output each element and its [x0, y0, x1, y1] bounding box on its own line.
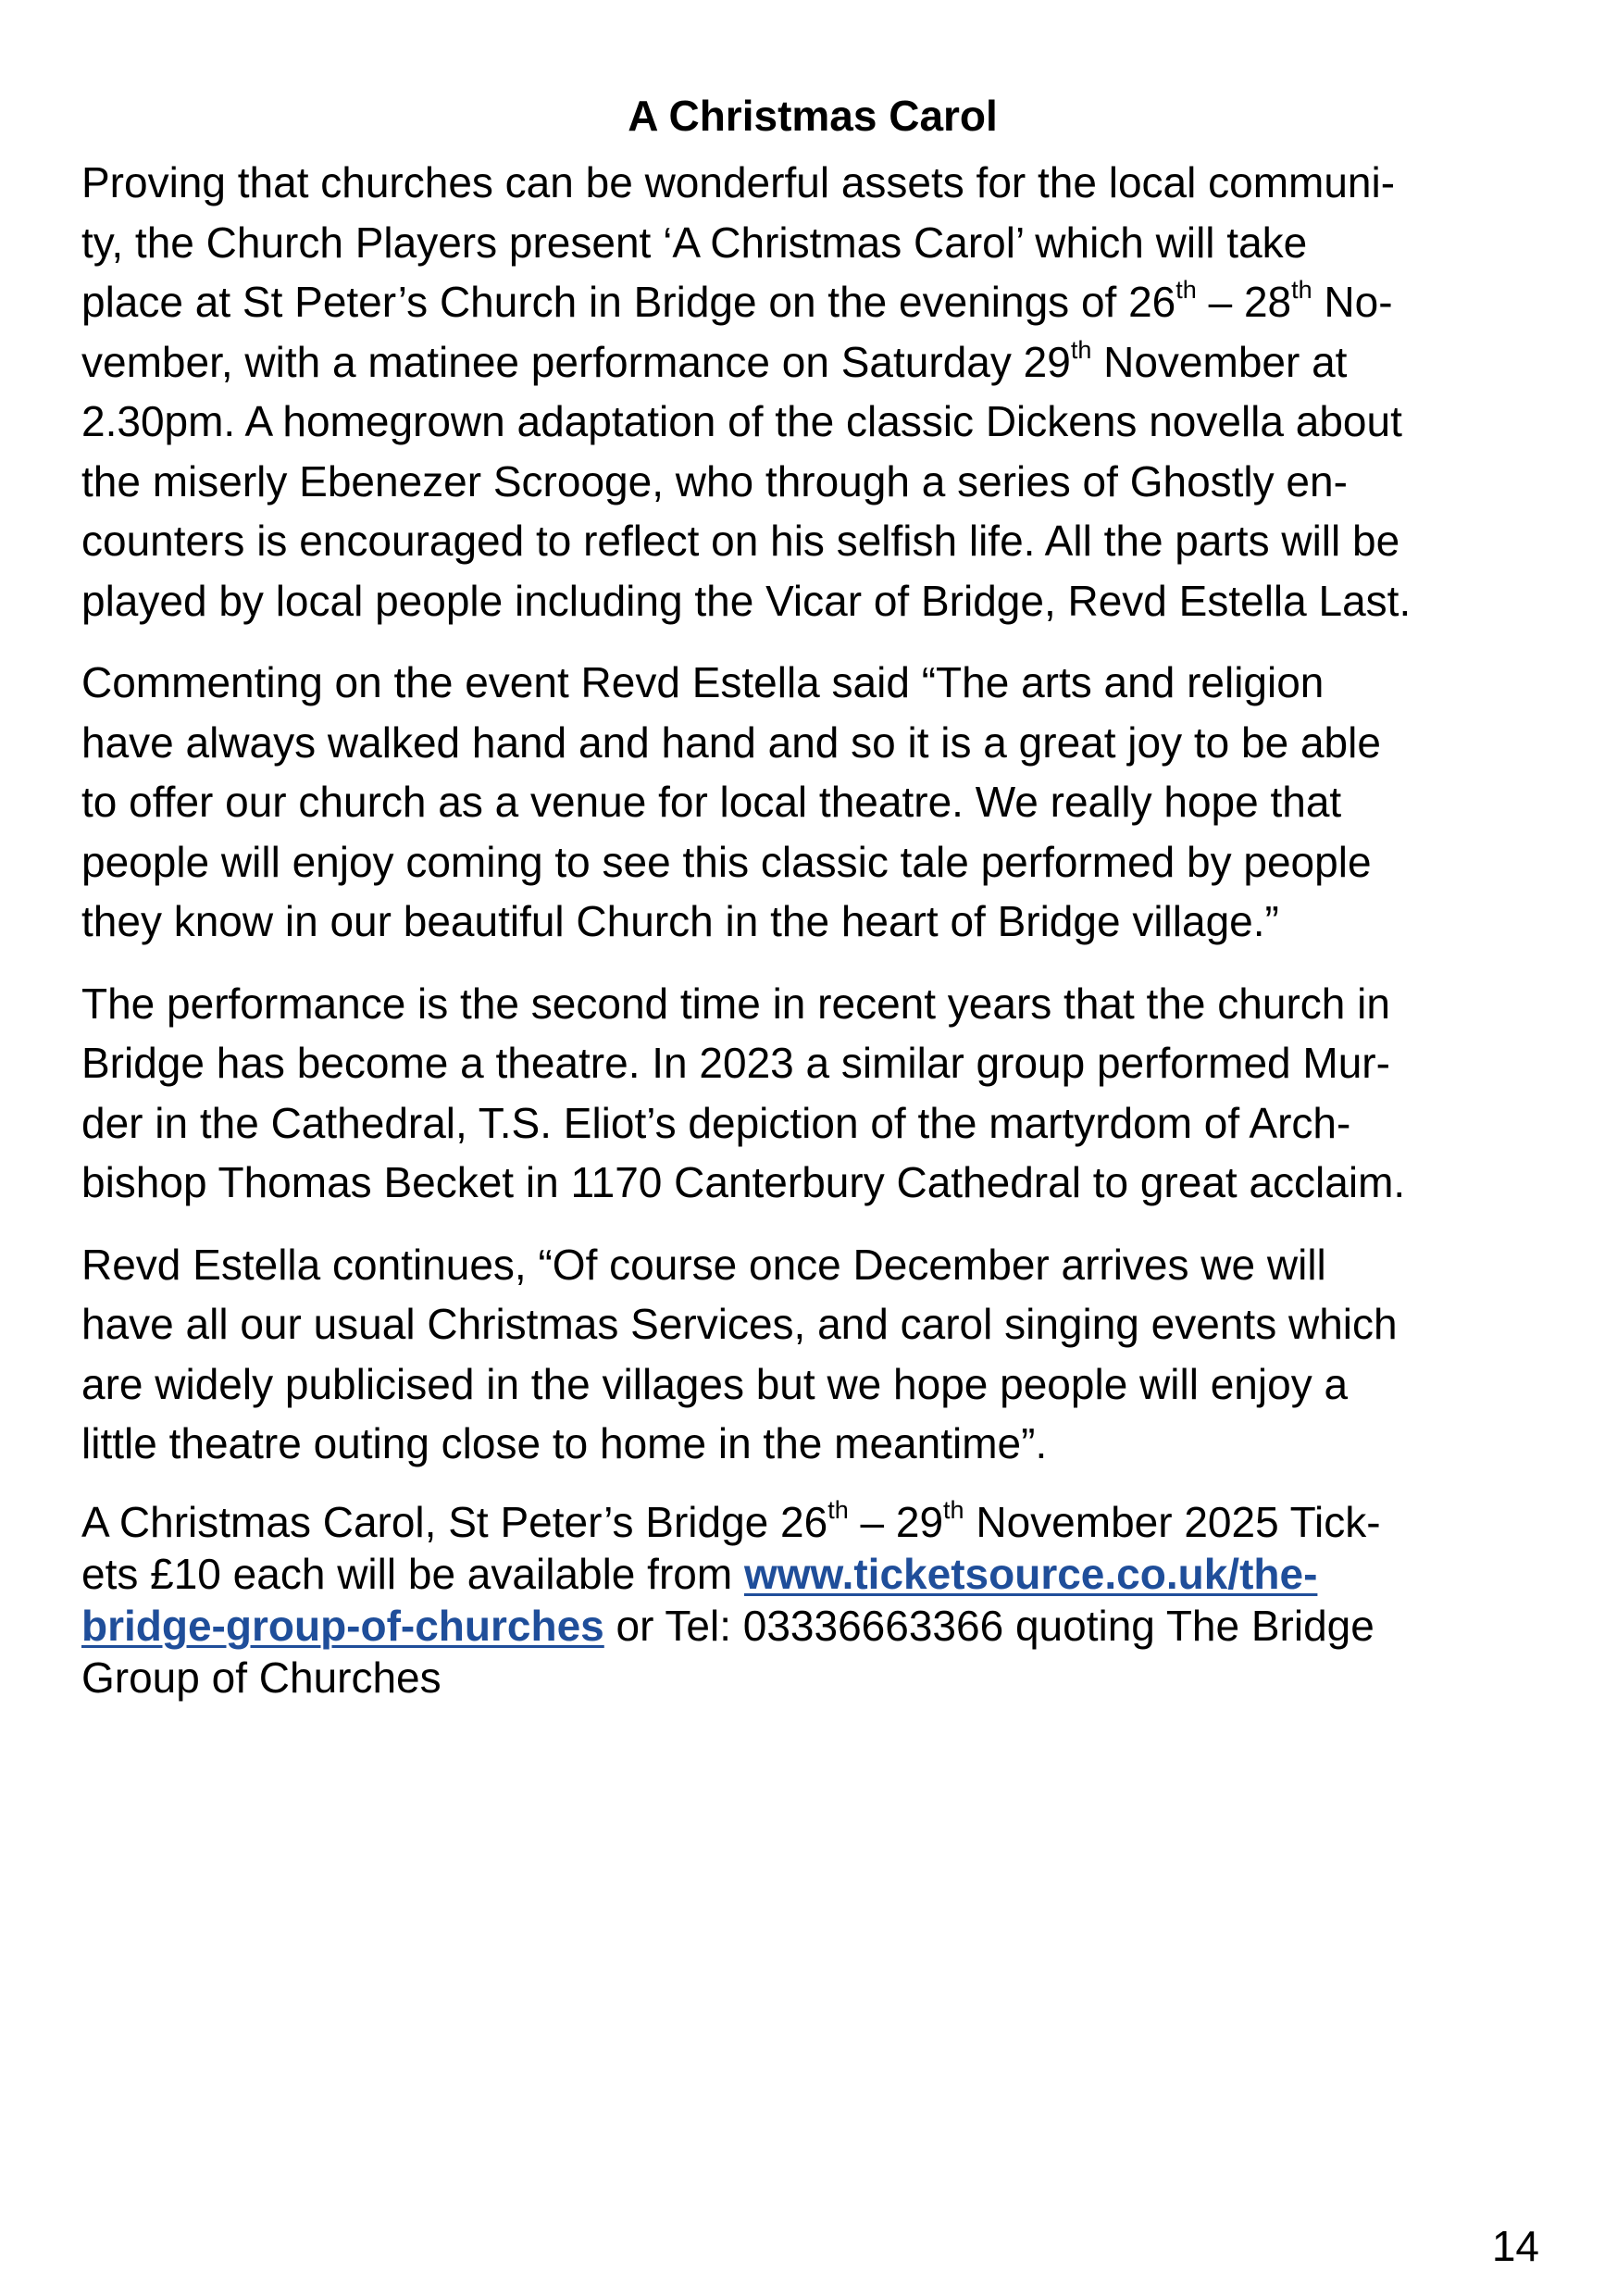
ticket-link-part1[interactable]: www.ticketsource.co.uk/the- — [743, 1549, 1318, 1598]
ordinal-suffix: th — [943, 1495, 964, 1524]
ordinal-suffix: th — [1070, 335, 1092, 364]
text-segment: place at St Peter’s Church in Bridge on the evenings of 26 — [81, 278, 1176, 326]
text-line: 2.30pm. A homegrown adaptation of the classic Dickens novella about — [81, 397, 1402, 445]
ordinal-suffix: th — [827, 1495, 849, 1524]
text-line: counters is encouraged to reflect on his selfish life. All the parts will be — [81, 517, 1400, 565]
text-line: people will enjoy coming to see this classic tale performed by people — [81, 837, 1372, 886]
text-line: Bridge has become a theatre. In 2023 a similar group performed Mur- — [81, 1039, 1390, 1087]
text-line: Group of Churches — [81, 1653, 442, 1702]
text-line: der in the Cathedral, T.S. Eliot’s depiction of the martyrdom of Arch- — [81, 1098, 1351, 1147]
text-line: they know in our beautiful Church in the heart of Bridge village.” — [81, 897, 1279, 945]
text-line: to offer our church as a venue for local theatre. We really hope that — [81, 778, 1342, 826]
text-line: have all our usual Christmas Services, and carol singing events which — [81, 1300, 1398, 1348]
text-line — [81, 272, 1544, 332]
text-segment: No- — [1312, 278, 1393, 326]
text-line: Proving that churches can be wonderful assets for the local communi- — [81, 158, 1396, 206]
text-line: have always walked hand and hand and so it is a great joy to be able — [81, 718, 1381, 767]
ordinal-suffix: th — [1175, 276, 1197, 304]
text-line — [81, 1496, 1544, 1548]
article — [81, 88, 1544, 1726]
paragraph-history — [81, 974, 1544, 1213]
text-line: the miserly Ebenezer Scrooge, who through a series of Ghostly en- — [81, 456, 1348, 505]
text-line — [81, 1548, 1544, 1600]
text-line: Commenting on the event Revd Estella said “The arts and religion — [81, 658, 1325, 706]
text-segment: – 29 — [848, 1497, 944, 1546]
ticket-link-part2[interactable]: bridge-group-of-churches — [81, 1601, 604, 1650]
text-line: The performance is the second time in recent years that the church in — [81, 979, 1390, 1028]
text-segment: November 2025 Tick- — [964, 1497, 1381, 1546]
paragraph-intro — [81, 153, 1544, 630]
text-line — [81, 1600, 1544, 1652]
paragraph-december — [81, 1235, 1544, 1474]
text-line: little theatre outing close to home in the meantime”. — [81, 1419, 1048, 1467]
article-title: A Christmas Carol — [628, 92, 998, 140]
ordinal-suffix: th — [1291, 276, 1312, 304]
text-segment: vember, with a matinee performance on Saturday 29 — [81, 337, 1071, 386]
paragraph-quote — [81, 653, 1544, 952]
text-segment: – 28 — [1196, 278, 1292, 326]
text-segment: A Christmas Carol, St Peter’s Bridge 26 — [81, 1497, 828, 1546]
text-line: are widely publicised in the villages but we hope people will enjoy a — [81, 1359, 1349, 1408]
text-line — [81, 332, 1544, 393]
text-segment: November at — [1091, 337, 1348, 386]
text-line: Revd Estella continues, “Of course once December arrives we will — [81, 1240, 1326, 1289]
page-number: 14 — [1491, 2222, 1539, 2270]
text-line: bishop Thomas Becket in 1170 Canterbury Cathedral to great acclaim. — [81, 1158, 1406, 1206]
text-segment: ets £10 each will be available from — [81, 1549, 744, 1598]
text-segment: or Tel: 03336663366 quoting The Bridge — [603, 1601, 1374, 1650]
text-line: ty, the Church Players present ‘A Christmas Carol’ which will take — [81, 218, 1308, 267]
paragraph-tickets — [81, 1496, 1544, 1703]
text-line: played by local people including the Vicar of Bridge, Revd Estella Last. — [81, 576, 1412, 625]
